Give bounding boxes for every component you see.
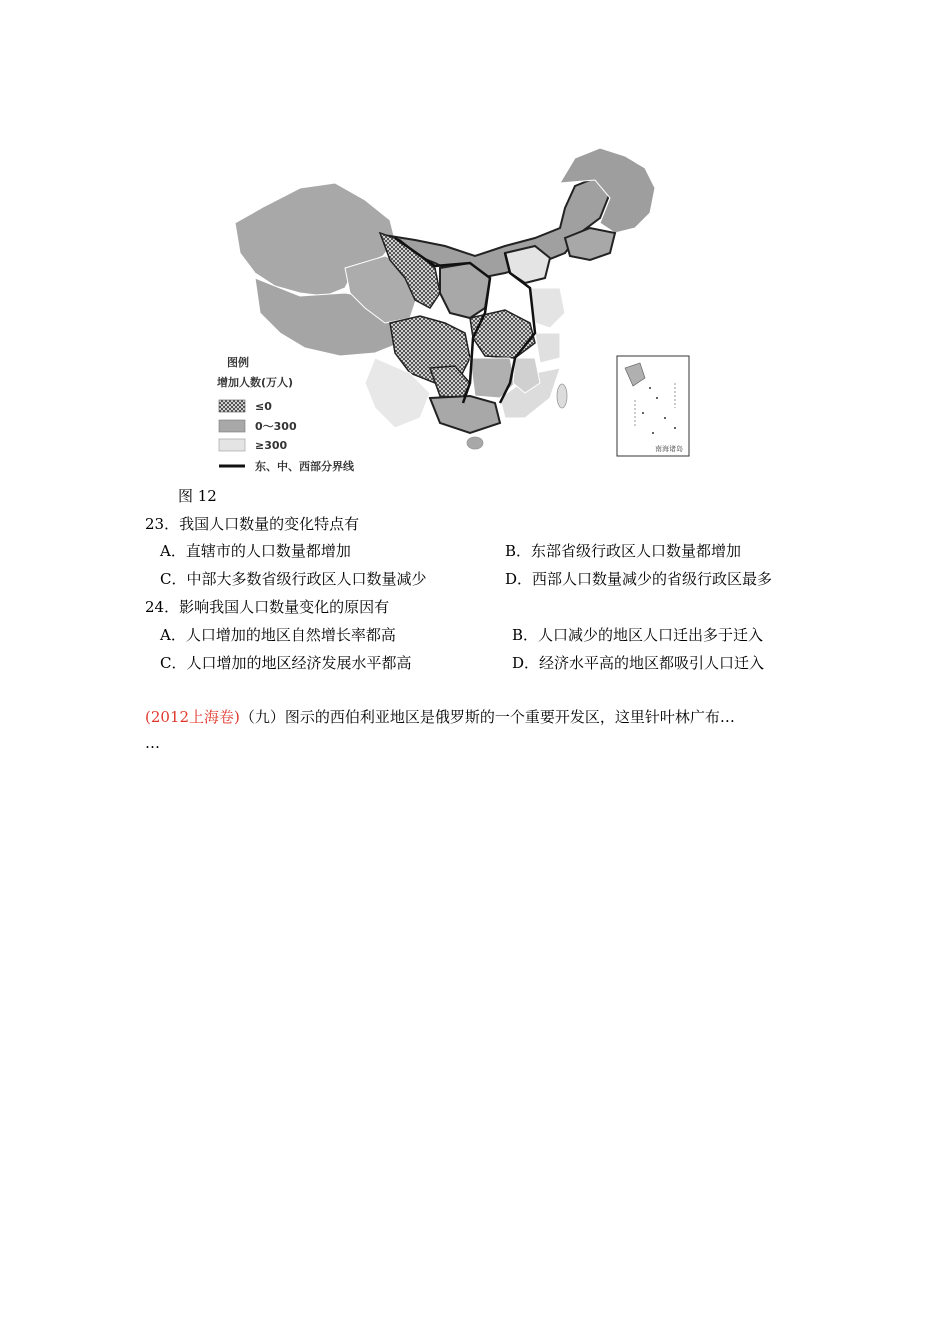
map-region-zhejiang (535, 333, 560, 363)
question-24-option-c: C．人口增加的地区经济发展水平都高 (160, 654, 412, 672)
question-24-option-d: D．经济水平高的地区都吸引人口迁入 (512, 654, 765, 672)
map-region-shandong-jiangsu (530, 288, 565, 328)
source-text: （九）图示的西伯利亚地区是俄罗斯的一个重要开发区，这里针叶林广布… (239, 708, 735, 726)
map-region-taiwan (557, 384, 567, 408)
map-region-guangxi (430, 396, 500, 433)
legend-subtitle: 增加人数(万人) (217, 376, 294, 389)
question-23-option-b: B．东部省级行政区人口数量都增加 (505, 542, 742, 560)
map-region-hainan (467, 437, 483, 449)
source-continuation: … (145, 734, 160, 752)
legend-item-medium: 0～300 (255, 420, 297, 433)
question-23-option-d: D．西部人口数量减少的省级行政区最多 (505, 570, 773, 588)
question-24-option-a: A．人口增加的地区自然增长率都高 (160, 626, 396, 644)
legend-item-boundary: 东、中、西部分界线 (255, 460, 354, 473)
map-region-beijing-tianjin (505, 246, 550, 283)
legend-title: 图例 (227, 356, 249, 369)
question-24-option-b: B．人口减少的地区人口迁出多于迁入 (512, 626, 764, 644)
legend-item-high: ≥300 (255, 439, 288, 452)
source-label: (2012上海卷) (145, 708, 240, 726)
legend-item-decrease: ≤0 (255, 400, 272, 413)
china-population-map (205, 128, 697, 480)
question-24-stem: 24．影响我国人口数量变化的原因有 (145, 598, 390, 616)
question-23-option-c: C．中部大多数省级行政区人口数量减少 (160, 570, 427, 588)
map-region-hubei-henan (470, 310, 535, 358)
inset-label: 南海诸岛 (655, 445, 683, 453)
question-23-option-a: A．直辖市的人口数量都增加 (160, 542, 351, 560)
source-note (145, 707, 735, 727)
figure-caption: 图 12 (178, 487, 217, 505)
question-23-stem: 23．我国人口数量的变化特点有 (145, 515, 360, 533)
